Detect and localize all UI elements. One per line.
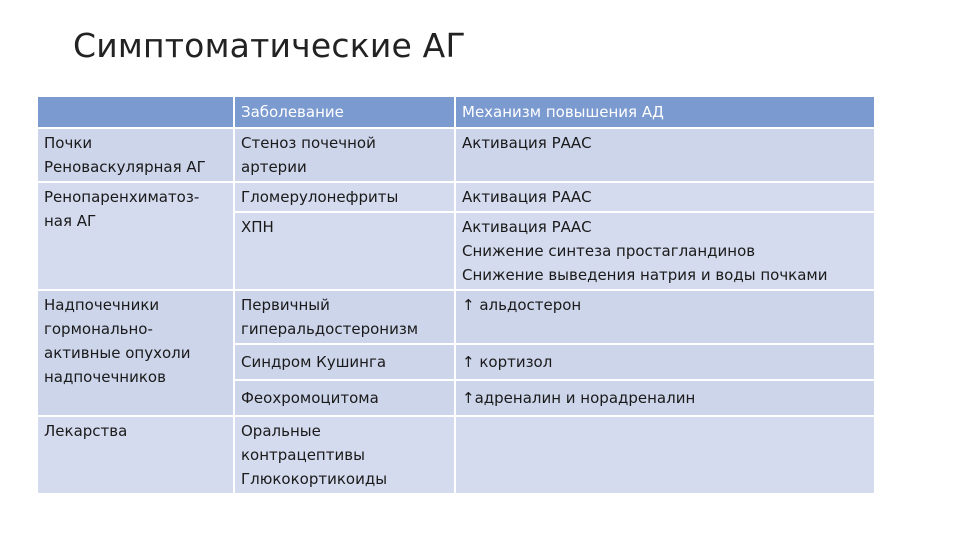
disease-text: Феохромоцитома [241,389,379,407]
disease-text: Стеноз почечной [241,134,376,152]
group-label-drugs: Лекарства [44,422,128,440]
disease-text: Гломерулонефриты [241,188,399,206]
category-cell-adrenal [37,290,234,416]
disease-cell [234,182,455,212]
disease-cell [234,212,455,290]
disease-text: Оральные [241,422,321,440]
disease-text: гиперальдостеронизм [241,320,419,338]
mechanism-text: Активация РААС [462,218,592,236]
table-row [37,290,875,344]
disease-cell [234,290,455,344]
disease-text: Синдром Кушинга [241,353,387,371]
mechanism-text: Снижение синтеза простагландинов [462,242,756,260]
mechanism-cell [455,344,875,380]
table-row [37,182,875,212]
subgroup-adrenal: активные опухоли [44,344,191,362]
disease-cell [234,380,455,416]
mechanism-text: ↑адреналин и норадреналин [462,389,696,407]
slide-title: Симптоматические АГ [73,26,466,65]
subgroup-renoparenchymal: ная АГ [44,212,97,230]
disease-text: артерии [241,158,307,176]
category-cell-drugs [37,416,234,494]
disease-text: ХПН [241,218,274,236]
category-cell-kidneys [37,128,234,182]
mechanism-cell [455,128,875,182]
table-row [37,416,875,494]
group-label-adrenal: Надпочечники [44,296,160,314]
subgroup-renoparenchymal: Ренопаренхиматоз- [44,188,200,206]
header-cell-blank [37,96,234,128]
mechanism-text: Активация РААС [462,188,592,206]
category-cell-renoparenchymal [37,182,234,290]
subgroup-adrenal: надпочечников [44,368,166,386]
table-row [37,128,875,182]
mechanism-text: ↑ кортизол [462,353,553,371]
mechanism-cell [455,212,875,290]
mechanism-text: Активация РААС [462,134,592,152]
mechanism-cell [455,290,875,344]
disease-text: Глюкокортикоиды [241,470,388,488]
header-cell-mechanism: Механизм повышения АД [455,96,875,128]
table-header-row [37,96,875,128]
disease-text: Первичный [241,296,330,314]
disease-text: контрацептивы [241,446,365,464]
disease-cell [234,416,455,494]
disease-cell [234,128,455,182]
symptomatic-hypertension-table [36,95,876,495]
subgroup-adrenal: гормонально- [44,320,153,338]
header-cell-disease: Заболевание [234,96,455,128]
mechanism-cell-empty [455,416,875,494]
group-label-kidneys: Почки [44,134,93,152]
mechanism-text: Снижение выведения натрия и воды почками [462,266,828,284]
subgroup-renovascular: Реноваскулярная АГ [44,158,206,176]
mechanism-cell [455,182,875,212]
disease-cell [234,344,455,380]
mechanism-text: ↑ альдостерон [462,296,582,314]
mechanism-cell [455,380,875,416]
